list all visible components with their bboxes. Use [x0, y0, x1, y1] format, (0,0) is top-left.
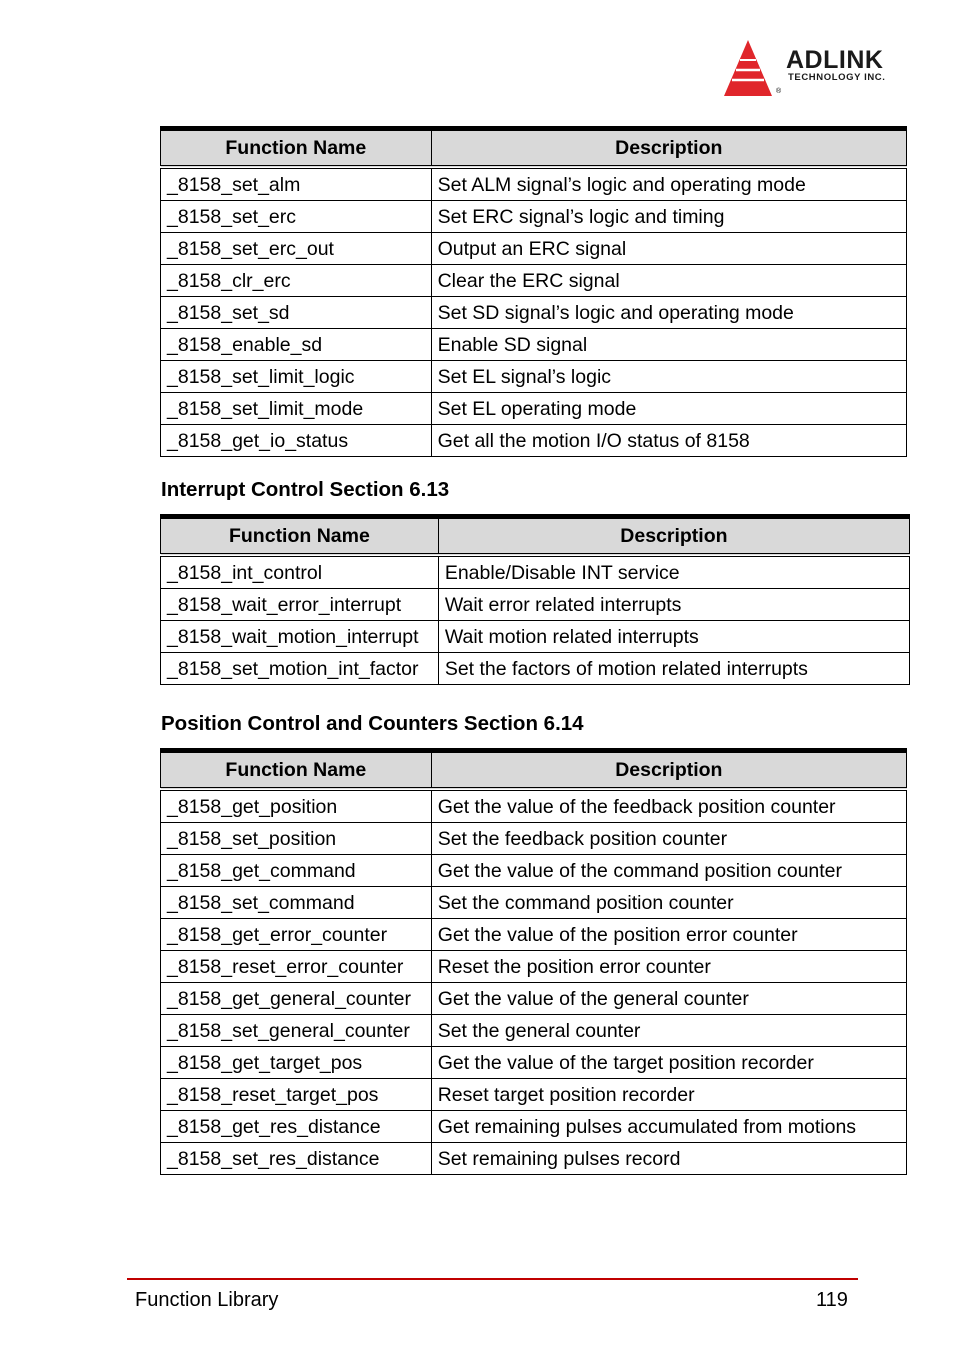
table-row	[161, 393, 907, 425]
table-row	[161, 1047, 907, 1079]
function-name-cell: _8158_set_motion_int_factor	[161, 653, 439, 685]
description-cell: Get all the motion I/O status of 8158	[431, 425, 906, 457]
footer-chapter-title: Function Library	[135, 1289, 279, 1311]
function-name-cell: _8158_get_io_status	[161, 425, 432, 457]
function-name-cell: _8158_set_limit_logic	[161, 361, 432, 393]
table-row	[161, 855, 907, 887]
section-title-interrupt-control: Interrupt Control Section 6.13	[161, 478, 450, 501]
function-name-cell: _8158_set_sd	[161, 297, 432, 329]
table-row	[161, 589, 910, 621]
function-name-cell: _8158_set_general_counter	[161, 1015, 432, 1047]
footer-rule	[127, 1278, 858, 1280]
function-name-cell: _8158_set_position	[161, 823, 432, 855]
table-row	[161, 1079, 907, 1111]
table-row	[161, 265, 907, 297]
header-function-name: Function Name	[161, 517, 439, 556]
table-row	[161, 653, 910, 685]
table-row	[161, 919, 907, 951]
description-cell: Set EL signal’s logic	[431, 361, 906, 393]
description-cell: Wait error related interrupts	[438, 589, 909, 621]
function-name-cell: _8158_get_target_pos	[161, 1047, 432, 1079]
function-name-cell: _8158_wait_motion_interrupt	[161, 621, 439, 653]
function-name-cell: _8158_clr_erc	[161, 265, 432, 297]
table-header-row	[161, 751, 907, 790]
function-name-cell: _8158_get_position	[161, 789, 432, 823]
function-name-cell: _8158_wait_error_interrupt	[161, 589, 439, 621]
table-row	[161, 1143, 907, 1175]
table-row	[161, 887, 907, 919]
logo-registered-mark: ®	[776, 88, 782, 95]
table-row	[161, 329, 907, 361]
description-cell: Set the factors of motion related interrupts	[438, 653, 909, 685]
function-name-cell: _8158_set_alm	[161, 167, 432, 201]
table-row	[161, 1111, 907, 1143]
adlink-triangle-icon	[722, 38, 782, 100]
table-header-row	[161, 517, 910, 556]
description-cell: Set SD signal’s logic and operating mode	[431, 297, 906, 329]
description-cell: Enable SD signal	[431, 329, 906, 361]
header-description: Description	[431, 751, 906, 790]
table-row	[161, 823, 907, 855]
table-row	[161, 555, 910, 589]
function-name-cell: _8158_get_res_distance	[161, 1111, 432, 1143]
table-row	[161, 425, 907, 457]
description-cell: Enable/Disable INT service	[438, 555, 909, 589]
table-row	[161, 1015, 907, 1047]
function-name-cell: _8158_reset_target_pos	[161, 1079, 432, 1111]
function-name-cell: _8158_set_erc	[161, 201, 432, 233]
description-cell: Get the value of the target position recorder	[431, 1047, 906, 1079]
function-name-cell: _8158_reset_error_counter	[161, 951, 432, 983]
description-cell: Set remaining pulses record	[431, 1143, 906, 1175]
function-name-cell: _8158_enable_sd	[161, 329, 432, 361]
description-cell: Wait motion related interrupts	[438, 621, 909, 653]
function-name-cell: _8158_get_error_counter	[161, 919, 432, 951]
table-row	[161, 983, 907, 1015]
header-function-name: Function Name	[161, 751, 432, 790]
table-row	[161, 297, 907, 329]
logo-subtitle-text: TECHNOLOGY INC.	[788, 72, 886, 83]
footer-page-number: 119	[816, 1289, 848, 1311]
description-cell: Get remaining pulses accumulated from motions	[431, 1111, 906, 1143]
description-cell: Set EL operating mode	[431, 393, 906, 425]
function-table-interrupt	[160, 514, 910, 685]
header-description: Description	[438, 517, 909, 556]
description-cell: Set the general counter	[431, 1015, 906, 1047]
description-cell: Clear the ERC signal	[431, 265, 906, 297]
description-cell: Get the value of the command position counter	[431, 855, 906, 887]
function-name-cell: _8158_set_command	[161, 887, 432, 919]
table-row	[161, 951, 907, 983]
description-cell: Get the value of the feedback position counter	[431, 789, 906, 823]
description-cell: Set ALM signal’s logic and operating mode	[431, 167, 906, 201]
description-cell: Output an ERC signal	[431, 233, 906, 265]
logo-brand-text: ADLINK	[786, 46, 884, 74]
function-name-cell: _8158_set_erc_out	[161, 233, 432, 265]
function-name-cell: _8158_set_limit_mode	[161, 393, 432, 425]
table-row	[161, 361, 907, 393]
function-name-cell: _8158_get_command	[161, 855, 432, 887]
table-row	[161, 789, 907, 823]
description-cell: Set ERC signal’s logic and timing	[431, 201, 906, 233]
section-title-position-control: Position Control and Counters Section 6.14	[161, 712, 584, 735]
table-header-row	[161, 129, 907, 168]
function-table-position	[160, 748, 907, 1175]
description-cell: Set the feedback position counter	[431, 823, 906, 855]
header-function-name: Function Name	[161, 129, 432, 168]
description-cell: Set the command position counter	[431, 887, 906, 919]
description-cell: Get the value of the general counter	[431, 983, 906, 1015]
table-row	[161, 621, 910, 653]
description-cell: Reset target position recorder	[431, 1079, 906, 1111]
table-row	[161, 167, 907, 201]
table-row	[161, 233, 907, 265]
function-name-cell: _8158_set_res_distance	[161, 1143, 432, 1175]
function-name-cell: _8158_int_control	[161, 555, 439, 589]
function-name-cell: _8158_get_general_counter	[161, 983, 432, 1015]
table-row	[161, 201, 907, 233]
header-description: Description	[431, 129, 906, 168]
function-table-io	[160, 126, 907, 457]
description-cell: Get the value of the position error counter	[431, 919, 906, 951]
adlink-logo	[722, 38, 912, 100]
description-cell: Reset the position error counter	[431, 951, 906, 983]
